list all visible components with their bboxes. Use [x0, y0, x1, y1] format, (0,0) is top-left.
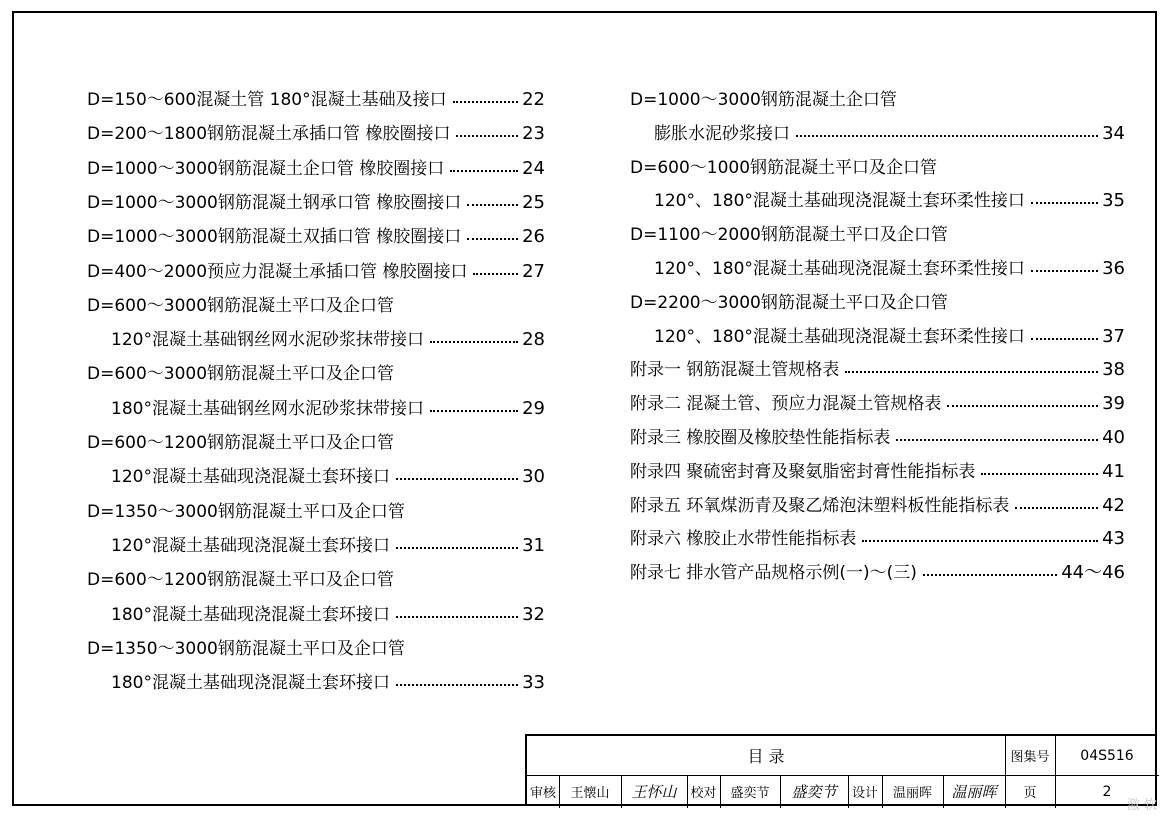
leader-dots — [396, 547, 518, 549]
atlas-number: 04S516 — [1080, 747, 1134, 764]
toc-entry — [630, 123, 1125, 145]
toc-entry-title: D=600～1200钢筋混凝土平口及企口管 — [87, 570, 395, 591]
toc-entry-title: 附录二 混凝土管、预应力混凝土管规格表 — [630, 394, 942, 415]
toc-entry-title: D=1350～3000钢筋混凝土平口及企口管 — [87, 638, 405, 659]
toc-entry — [87, 295, 545, 317]
toc-entry-title: D=400～2000预应力混凝土承插口管 橡胶圈接口 — [87, 261, 468, 282]
toc-entry — [630, 495, 1125, 517]
toc-entry-title: D=150～600混凝土管 180°混凝土基础及接口 — [87, 90, 447, 110]
toc-entry-title: 120°、180°混凝土基础现浇混凝土套环柔性接口 — [654, 326, 1025, 347]
toc-entry-page: 42 — [1102, 494, 1125, 516]
designer-signature: 温丽晖 — [951, 783, 997, 801]
leader-dots — [430, 341, 518, 343]
toc-entry — [87, 432, 545, 454]
toc-entry — [630, 562, 1125, 584]
toc-entry-title: 180°混凝土基础钢丝网水泥砂浆抹带接口 — [111, 398, 424, 419]
toc-entry — [87, 158, 545, 180]
atlas-number-label: 图集号 — [1010, 750, 1050, 765]
toc-entry-title: 附录三 橡胶圈及橡胶垫性能指标表 — [630, 428, 891, 448]
toc-entry — [87, 535, 545, 557]
toc-entry — [630, 393, 1125, 415]
toc-entry-page: 31 — [522, 534, 545, 556]
toc-entry — [87, 672, 545, 694]
toc-entry-page: 32 — [522, 603, 545, 625]
leader-dots — [923, 574, 1057, 576]
page-number: 2 — [1102, 783, 1112, 800]
leader-dots — [430, 410, 518, 412]
toc-entry-title: 180°混凝土基础现浇混凝土套环接口 — [111, 673, 390, 694]
toc-entry-page: 38 — [1102, 359, 1125, 381]
leader-dots — [1031, 338, 1098, 340]
toc-entry — [630, 190, 1125, 212]
leader-dots — [453, 101, 519, 103]
toc-entry — [630, 157, 1125, 179]
toc-entry-page: 28 — [522, 329, 545, 351]
leader-dots — [796, 135, 1098, 137]
toc-entry-page: 43 — [1102, 528, 1125, 550]
toc-entry-title: 附录七 排水管产品规格示例(一)～(三) — [630, 563, 917, 584]
toc-entry-page: 26 — [522, 226, 545, 248]
leader-dots — [396, 684, 518, 686]
toc-entry — [87, 501, 545, 523]
leader-dots — [1031, 202, 1098, 204]
toc-entry-title: 120°混凝土基础现浇混凝土套环接口 — [111, 535, 390, 556]
leader-dots — [981, 473, 1098, 475]
toc-entry — [87, 363, 545, 385]
toc-entry-page: 30 — [522, 466, 545, 488]
toc-entry — [87, 569, 545, 591]
toc-entry-title: D=1000～3000钢筋混凝土企口管 橡胶圈接口 — [87, 158, 445, 179]
leader-dots — [1031, 270, 1098, 272]
reviewer-signature: 王怀山 — [631, 783, 677, 801]
toc-entry — [87, 226, 545, 248]
toc-entry-page: 39 — [1102, 393, 1125, 415]
toc-entry-title: 膨胀水泥砂浆接口 — [654, 123, 790, 144]
toc-entry-page: 40 — [1102, 427, 1125, 448]
toc-entry-page: 27 — [522, 260, 545, 282]
toc-entry — [630, 359, 1125, 381]
leader-dots — [467, 204, 518, 206]
toc-entry — [87, 398, 545, 420]
toc-entry — [87, 329, 545, 351]
toc-entry — [630, 292, 1125, 314]
toc-entry — [87, 89, 545, 111]
toc-entry — [630, 89, 1125, 111]
toc-entry-page: 34 — [1102, 122, 1125, 144]
toc-entry-title: 120°混凝土基础现浇混凝土套环接口 — [111, 467, 390, 488]
toc-entry-title: 120°、180°混凝土基础现浇混凝土套环柔性接口 — [654, 191, 1025, 212]
leader-dots — [396, 616, 518, 618]
toc-entry-title: D=1000～3000钢筋混凝土钢承口管 橡胶圈接口 — [87, 192, 462, 213]
toc-entry — [87, 604, 545, 626]
toc-entry-title: D=1350～3000钢筋混凝土平口及企口管 — [87, 501, 405, 522]
leader-dots — [1015, 507, 1098, 509]
toc-entry-page: 37 — [1102, 325, 1125, 347]
leader-dots — [467, 238, 518, 240]
toc-entry-title: D=600～3000钢筋混凝土平口及企口管 — [87, 295, 395, 316]
toc-entry-title: 120°混凝土基础钢丝网水泥砂浆抹带接口 — [111, 330, 424, 351]
toc-entry-title: D=2200～3000钢筋混凝土平口及企口管 — [630, 292, 948, 313]
leader-dots — [473, 273, 518, 275]
checker-signature: 盛奕节 — [791, 783, 837, 801]
leader-dots — [947, 405, 1098, 407]
toc-entry-page: 44～46 — [1061, 562, 1125, 584]
leader-dots — [396, 478, 518, 480]
toc-entry — [87, 466, 545, 488]
toc-entry-title: D=600～1000钢筋混凝土平口及企口管 — [630, 157, 938, 178]
title-block — [525, 734, 1157, 806]
toc-entry-page: 24 — [522, 157, 545, 179]
leader-dots — [450, 170, 518, 172]
toc-entry — [87, 638, 545, 660]
toc-entry-page: 29 — [522, 397, 545, 419]
checker-name: 盛奕节 — [730, 786, 770, 801]
toc-entry — [630, 461, 1125, 483]
toc-entry — [87, 261, 545, 283]
title-block-title: 目 录 — [747, 747, 785, 766]
toc-entry — [630, 224, 1125, 246]
toc-entry-title: 附录六 橡胶止水带性能指标表 — [630, 529, 857, 550]
toc-entry — [630, 326, 1125, 348]
toc-entry-page: 33 — [522, 672, 545, 694]
leader-dots — [845, 371, 1098, 373]
toc-entry-title: 120°、180°混凝土基础现浇混凝土套环柔性接口 — [654, 259, 1025, 279]
page-label: 页 — [1023, 786, 1037, 801]
toc-entry-title: D=1100～2000钢筋混凝土平口及企口管 — [630, 225, 948, 246]
designer-name: 温丽晖 — [892, 786, 932, 801]
toc-entry-page: 23 — [522, 123, 545, 145]
design-label: 设计 — [851, 786, 878, 801]
toc-entry-page: 22 — [522, 89, 545, 110]
reviewer-name: 王懐山 — [570, 786, 610, 801]
toc-entry-title: D=1000～3000钢筋混凝土双插口管 橡胶圈接口 — [87, 227, 462, 248]
toc-entry — [630, 528, 1125, 550]
toc-entry-title: D=600～1200钢筋混凝土平口及企口管 — [87, 433, 395, 453]
toc-entry-page: 36 — [1102, 258, 1125, 279]
toc-entry-title: D=1000～3000钢筋混凝土企口管 — [630, 90, 897, 110]
toc-entry — [630, 427, 1125, 449]
toc-entry-page: 41 — [1102, 460, 1125, 482]
toc-entry — [87, 123, 545, 145]
toc-entry-page: 35 — [1102, 190, 1125, 212]
leader-dots — [862, 540, 1098, 542]
toc-entry-title: 附录一 钢筋混凝土管规格表 — [630, 360, 840, 381]
leader-dots — [456, 135, 518, 137]
check-label: 校对 — [690, 786, 717, 801]
toc-entry-title: D=200～1800钢筋混凝土承插口管 橡胶圈接口 — [87, 124, 451, 145]
review-label: 审核 — [529, 786, 556, 801]
toc-entry — [630, 258, 1125, 280]
toc-entry-title: 附录四 聚硫密封膏及聚氨脂密封膏性能指标表 — [630, 461, 976, 482]
toc-entry-title: D=600～3000钢筋混凝土平口及企口管 — [87, 364, 395, 385]
toc-entry-page: 25 — [522, 191, 545, 213]
leader-dots — [896, 439, 1098, 441]
toc-entry — [87, 192, 545, 214]
watermark: 激 软 — [1126, 798, 1157, 813]
toc-entry-title: 180°混凝土基础现浇混凝土套环接口 — [111, 604, 390, 625]
toc-entry-title: 附录五 环氧煤沥青及聚乙烯泡沫塑料板性能指标表 — [630, 495, 1010, 516]
